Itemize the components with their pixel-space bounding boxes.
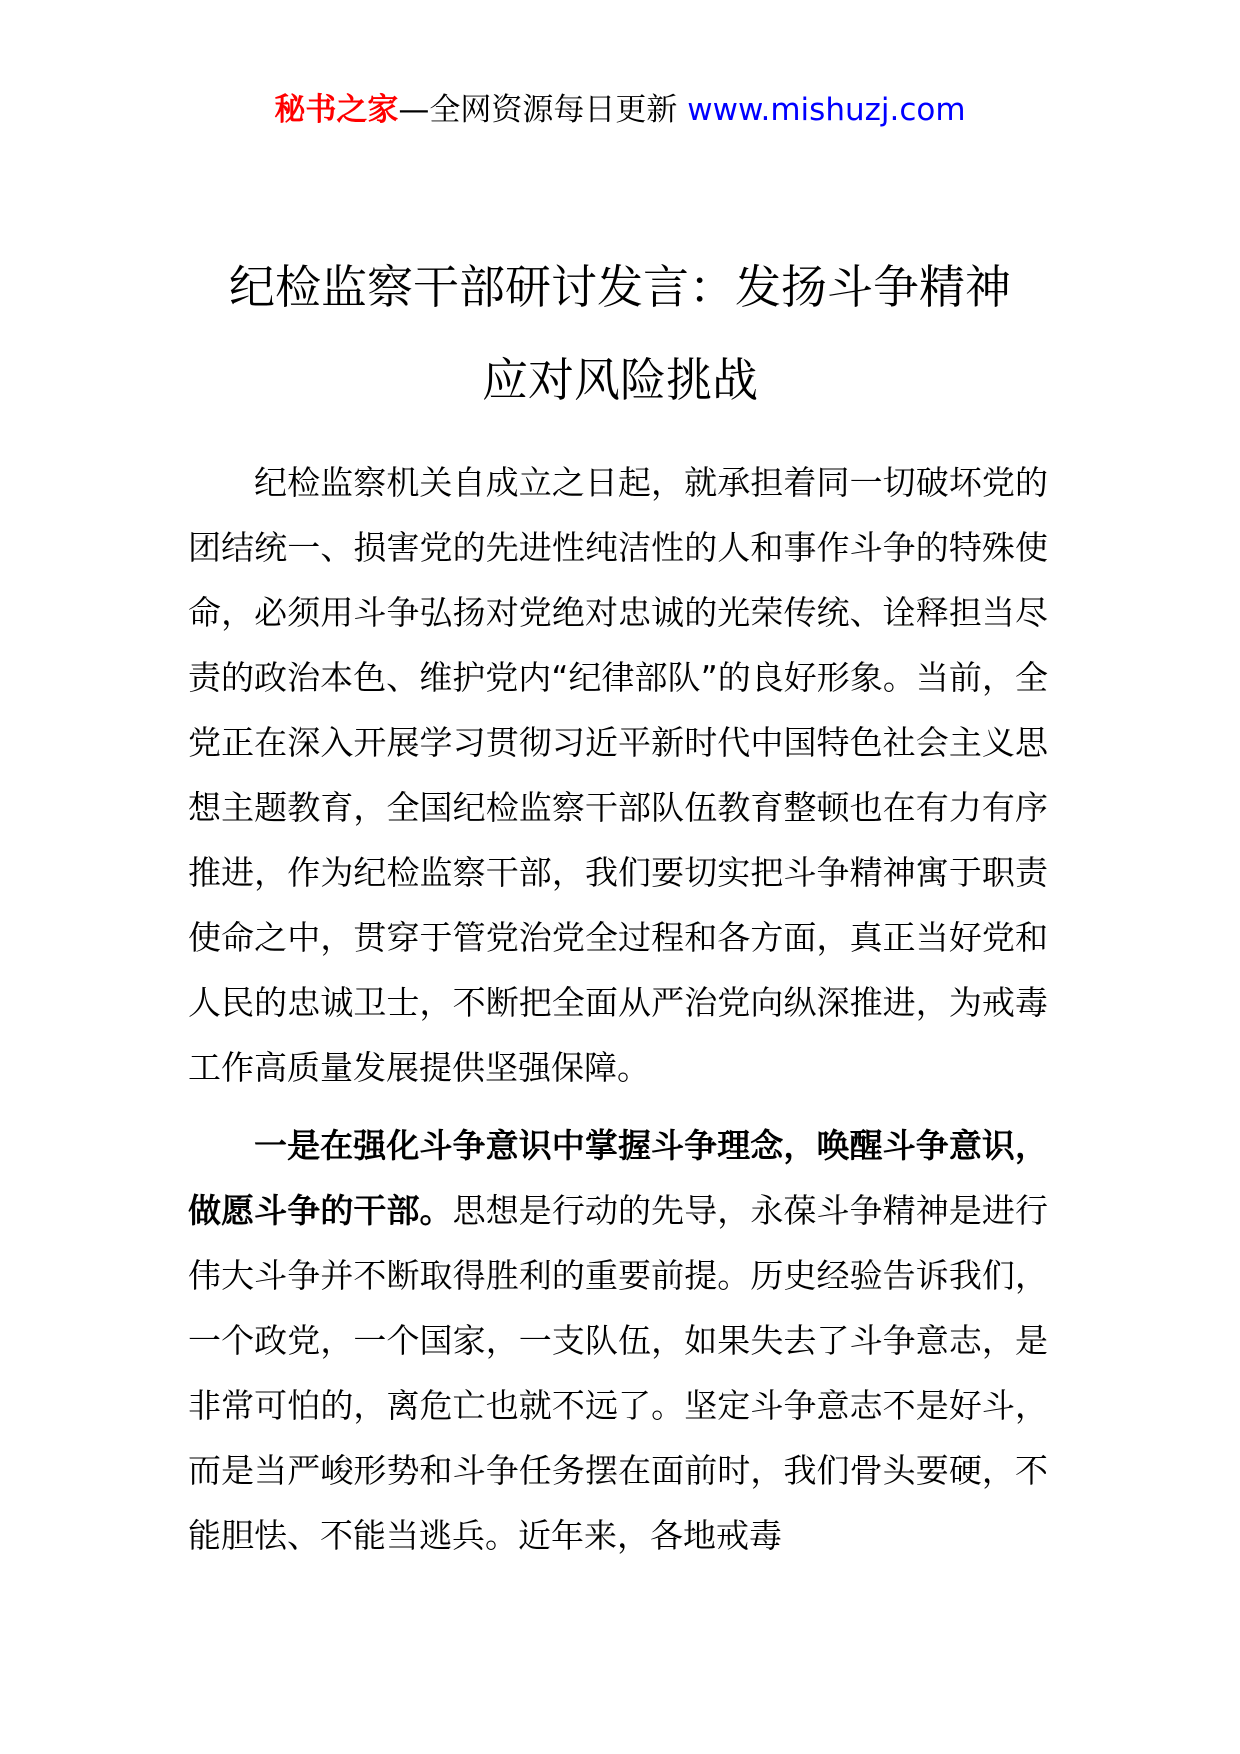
paragraph-point-one-heading: 一是在强化斗争意识中掌握斗争理念，唤醒斗争意识，做愿斗争的干部。 [188, 1126, 1048, 1230]
document-body [188, 450, 1048, 1568]
site-url-link[interactable]: www.mishuzj.com [687, 92, 966, 128]
paragraph-point-one-text: 思想是行动的先导，永葆斗争精神是进行伟大斗争并不断取得胜利的重要前提。历史经验告诉我们，一个政党，一个国家，一支队伍，如果失去了斗争意志，是非常可怕的，离危亡也就不远了。坚定斗争意志不是好斗，而是当严峻形势和斗争任务摆在面前时，我们骨头要硬，不能胆怯、不能当逃兵。近年来，各地戒毒 [188, 1191, 1049, 1555]
paragraph-intro-text: 纪检监察机关自成立之日起，就承担着同一切破坏党的团结统一、损害党的先进性纯洁性的人和事作斗争的特殊使命，必须用斗争弘扬对党绝对忠诚的光荣传统、诠释担当尽责的政治本色、维护党内“纪律部队”的良好形象。当前，全党正在深入开展学习贯彻习近平新时代中国特色社会主义思想主题教育，全国纪检监察干部队伍教育整顿也在有力有序推进，作为纪检监察干部，我们要切实把斗争精神寓于职责使命之中，贯穿于管党治党全过程和各方面，真正当好党和人民的忠诚卫士，不断把全面从严治党向纵深推进，为戒毒工作高质量发展提供坚强保障。 [188, 463, 1048, 1087]
document-title-line-2: 应对风险挑战 [482, 353, 758, 407]
site-header [0, 88, 1240, 132]
header-tagline: —全网资源每日更新 [398, 92, 678, 128]
brand-name: 秘书之家 [274, 92, 399, 128]
document-title-line-1: 纪检监察干部研讨发言：发扬斗争精神 [229, 260, 1011, 314]
paragraph-point-one [188, 1113, 1048, 1568]
paragraph-intro [188, 450, 1048, 1100]
